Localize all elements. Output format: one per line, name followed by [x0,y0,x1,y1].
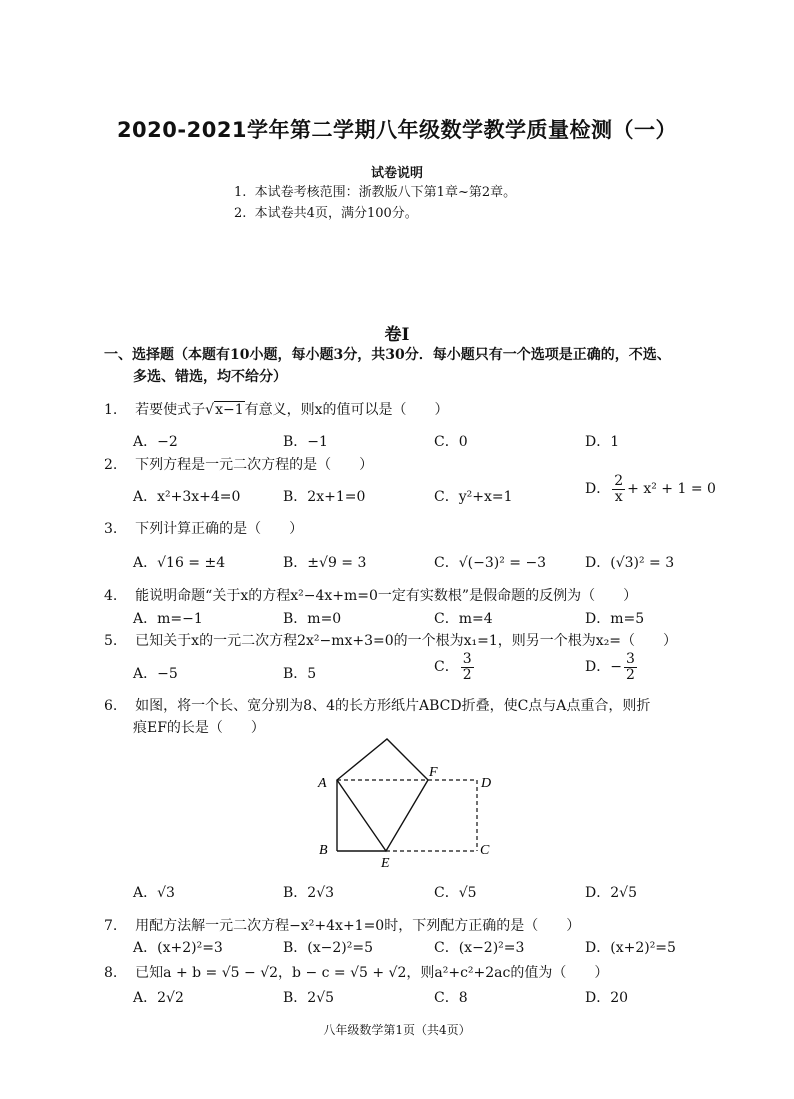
q5-option-b: B．5 [283,666,317,682]
q2-option-b: B．2x+1=0 [283,489,366,505]
q2-text: 下列方程是一元二次方程的是（ ） [135,457,374,473]
q2-option-d: D． $\frac{2}{x}$ + x² + 1 = 0 [585,473,716,505]
question-1: 1. 若要使式子√x−1有意义，则x的值可以是（ ） [104,402,449,418]
q7-option-b: B．(x−2)²=5 [283,940,374,956]
page-title: 2020-2021学年第二学期八年级数学教学质量检测（一） [116,118,678,142]
q1-option-d: D．1 [585,434,620,450]
q5-option-a: A．−5 [133,666,178,682]
note-2-text: 本试卷共4页，满分100分。 [254,206,418,221]
q8-option-d: D．20 [585,990,629,1006]
q7-option-d: D．(x+2)²=5 [585,940,676,956]
section-title: 卷Ⅰ [384,325,410,345]
q4-num: 4. [104,588,118,604]
q1-option-b: B．−1 [283,434,328,450]
q6-option-c: C．√5 [434,885,477,901]
question-8 [104,962,608,982]
note-1-num: 1. [234,185,247,200]
note-2-num: 2. [234,206,247,221]
q8-option-b: B．2√5 [283,990,335,1006]
q3-option-b: B．±√9 = 3 [283,555,367,571]
label-b: B [319,843,328,858]
folded-shape [337,739,428,851]
q3-option-d: D．(√3)² = 3 [585,555,675,571]
question-5 [104,630,677,650]
note-1 [234,181,516,200]
q6-text: 如图，将一个长、宽分别为8、4的长方形纸片ABCD折叠，使C点与A点重合，则折 [135,698,651,714]
q2-option-c: C．y²+x=1 [434,489,513,505]
part1-heading-line1: 一、选择题（本题有10小题，每小题3分，共30分．每小题只有一个选项是正确的，不选、 [104,347,671,363]
q1-pre: 若要使式子 [135,402,206,418]
question-4 [104,585,637,605]
question-3 [104,518,303,538]
q1-num: 1. [104,402,118,418]
q7-option-a: A．(x+2)²=3 [133,940,223,956]
question-6-line2: 痕EF的长是（ ） [133,720,265,736]
q4-option-d: D．m=5 [585,611,645,627]
question-2 [104,454,373,474]
q5-num: 5. [104,633,118,649]
q7-option-c: C．(x−2)²=3 [434,940,525,956]
q5-option-d: D．− $\frac{3}{2}$ [585,651,635,683]
label-f: F [429,765,438,780]
q7-text: 用配方法解一元二次方程−x²+4x+1=0时，下列配方正确的是（ ） [135,918,581,934]
q5-option-c: C． $\frac{3}{2}$ [434,651,472,683]
note-2 [234,202,418,221]
q1-option-a: A．−2 [133,434,178,450]
q3-num: 3. [104,521,118,537]
q4-text: 能说明命题“关于x的方程x²−4x+m=0一定有实数根”是假命题的反例为（ ） [135,588,638,604]
label-d: D [481,776,492,791]
q6-option-d: D．2√5 [585,885,637,901]
q8-option-c: C．8 [434,990,468,1006]
q2-num: 2. [104,457,118,473]
q1-option-c: C．0 [434,434,468,450]
part1-heading-line2: 多选、错选，均不给分） [133,369,287,385]
q6-option-a: A．√3 [133,885,175,901]
q6-num: 6. [104,698,118,714]
q2-option-a: A．x²+3x+4=0 [133,489,241,505]
q4-option-a: A．m=−1 [133,611,203,627]
note-1-text: 本试卷考核范围：浙教版八下第1章~第2章。 [254,185,517,200]
q4-option-b: B．m=0 [283,611,342,627]
question-7 [104,915,580,935]
q3-option-c: C．√(−3)² = −3 [434,555,547,571]
q4-option-c: C．m=4 [434,611,493,627]
q7-num: 7. [104,918,118,934]
label-e: E [381,856,390,870]
q3-text: 下列计算正确的是（ ） [135,521,304,537]
page-footer: 八年级数学第1页（共4页） [323,1023,471,1037]
notes-heading: 试卷说明 [370,166,423,181]
fold-figure [300,730,510,870]
q8-text: 已知a + b = √5 − √2，b − c = √5 + √2，则a²+c²+2ac的值为（ ） [135,965,609,981]
q6-option-b: B．2√3 [283,885,335,901]
q3-option-a: A．√16 = ±4 [133,555,226,571]
q8-option-a: A．2√2 [133,990,184,1006]
question-6-line1 [104,695,650,715]
q1-radicand: x−1 [215,402,244,418]
q8-num: 8. [104,965,118,981]
label-a: A [318,776,327,791]
label-c: C [480,843,490,858]
q1-post: 有意义，则x的值可以是（ ） [244,402,449,418]
q5-text: 已知关于x的一元二次方程2x²−mx+3=0的一个根为x₁=1，则另一个根为x₂=（ ） [135,633,678,649]
